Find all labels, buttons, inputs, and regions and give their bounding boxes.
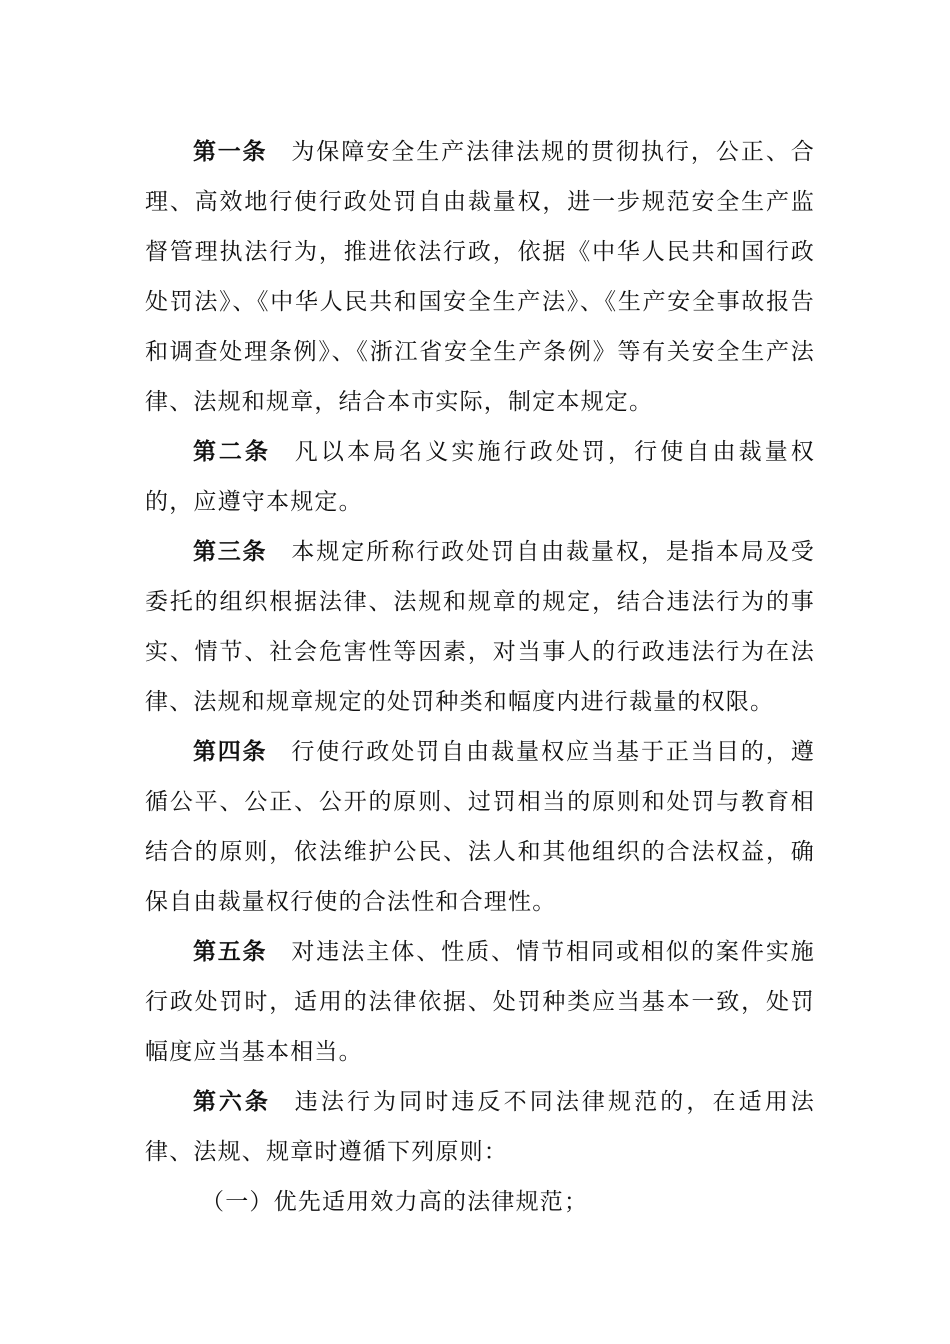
article-3-heading: 第三条 xyxy=(193,539,268,565)
article-2-heading: 第二条 xyxy=(193,439,271,465)
article-2 xyxy=(145,427,815,527)
article-4-text: 行使行政处罚自由裁量权应当基于正当目的，遵循公平、公正、公开的原则、过罚相当的原则和处罚与教育相结合的原则，依法维护公民、法人和其他组织的合法权益，确保自由裁量权行使的合法性和合理性。 xyxy=(145,739,816,915)
article-6-item-1: （一）优先适用效力高的法律规范； xyxy=(201,1189,589,1215)
article-1-text: 为保障安全生产法律法规的贯彻执行，公正、合理、高效地行使行政处罚自由裁量权，进一步规范安全生产监督管理执法行为，推进依法行政，依据《中华人民共和国行政处罚法》、《中华人民共和国安全生产法》、《生产安全事故报告和调查处理条例》、《浙江省安全生产条例》等有关安全生产法律、法规和规章，结合本市实际，制定本规定。 xyxy=(145,139,816,415)
article-1-heading: 第一条 xyxy=(193,139,268,165)
article-5-heading: 第五条 xyxy=(193,939,268,965)
article-6-heading: 第六条 xyxy=(193,1089,271,1115)
article-3-text: 本规定所称行政处罚自由裁量权，是指本局及受委托的组织根据法律、法规和规章的规定，结合违法行为的事实、情节、社会危害性等因素，对当事人的行政违法行为在法律、法规和规章规定的处罚种类和幅度内进行裁量的权限。 xyxy=(145,539,816,715)
article-2-text: 凡以本局名义实施行政处罚，行使自由裁量权的，应遵守本规定。 xyxy=(145,439,816,515)
article-1 xyxy=(145,127,815,427)
article-4 xyxy=(145,727,815,927)
article-6-text: 违法行为同时违反不同法律规范的，在适用法律、法规、规章时遵循下列原则： xyxy=(145,1089,816,1165)
article-6 xyxy=(145,1077,815,1177)
article-5 xyxy=(145,927,815,1077)
article-5-text: 对违法主体、性质、情节相同或相似的案件实施行政处罚时，适用的法律依据、处罚种类应当基本一致，处罚幅度应当基本相当。 xyxy=(145,939,816,1065)
document-page xyxy=(145,127,815,1227)
article-3 xyxy=(145,527,815,727)
article-4-heading: 第四条 xyxy=(193,739,268,765)
